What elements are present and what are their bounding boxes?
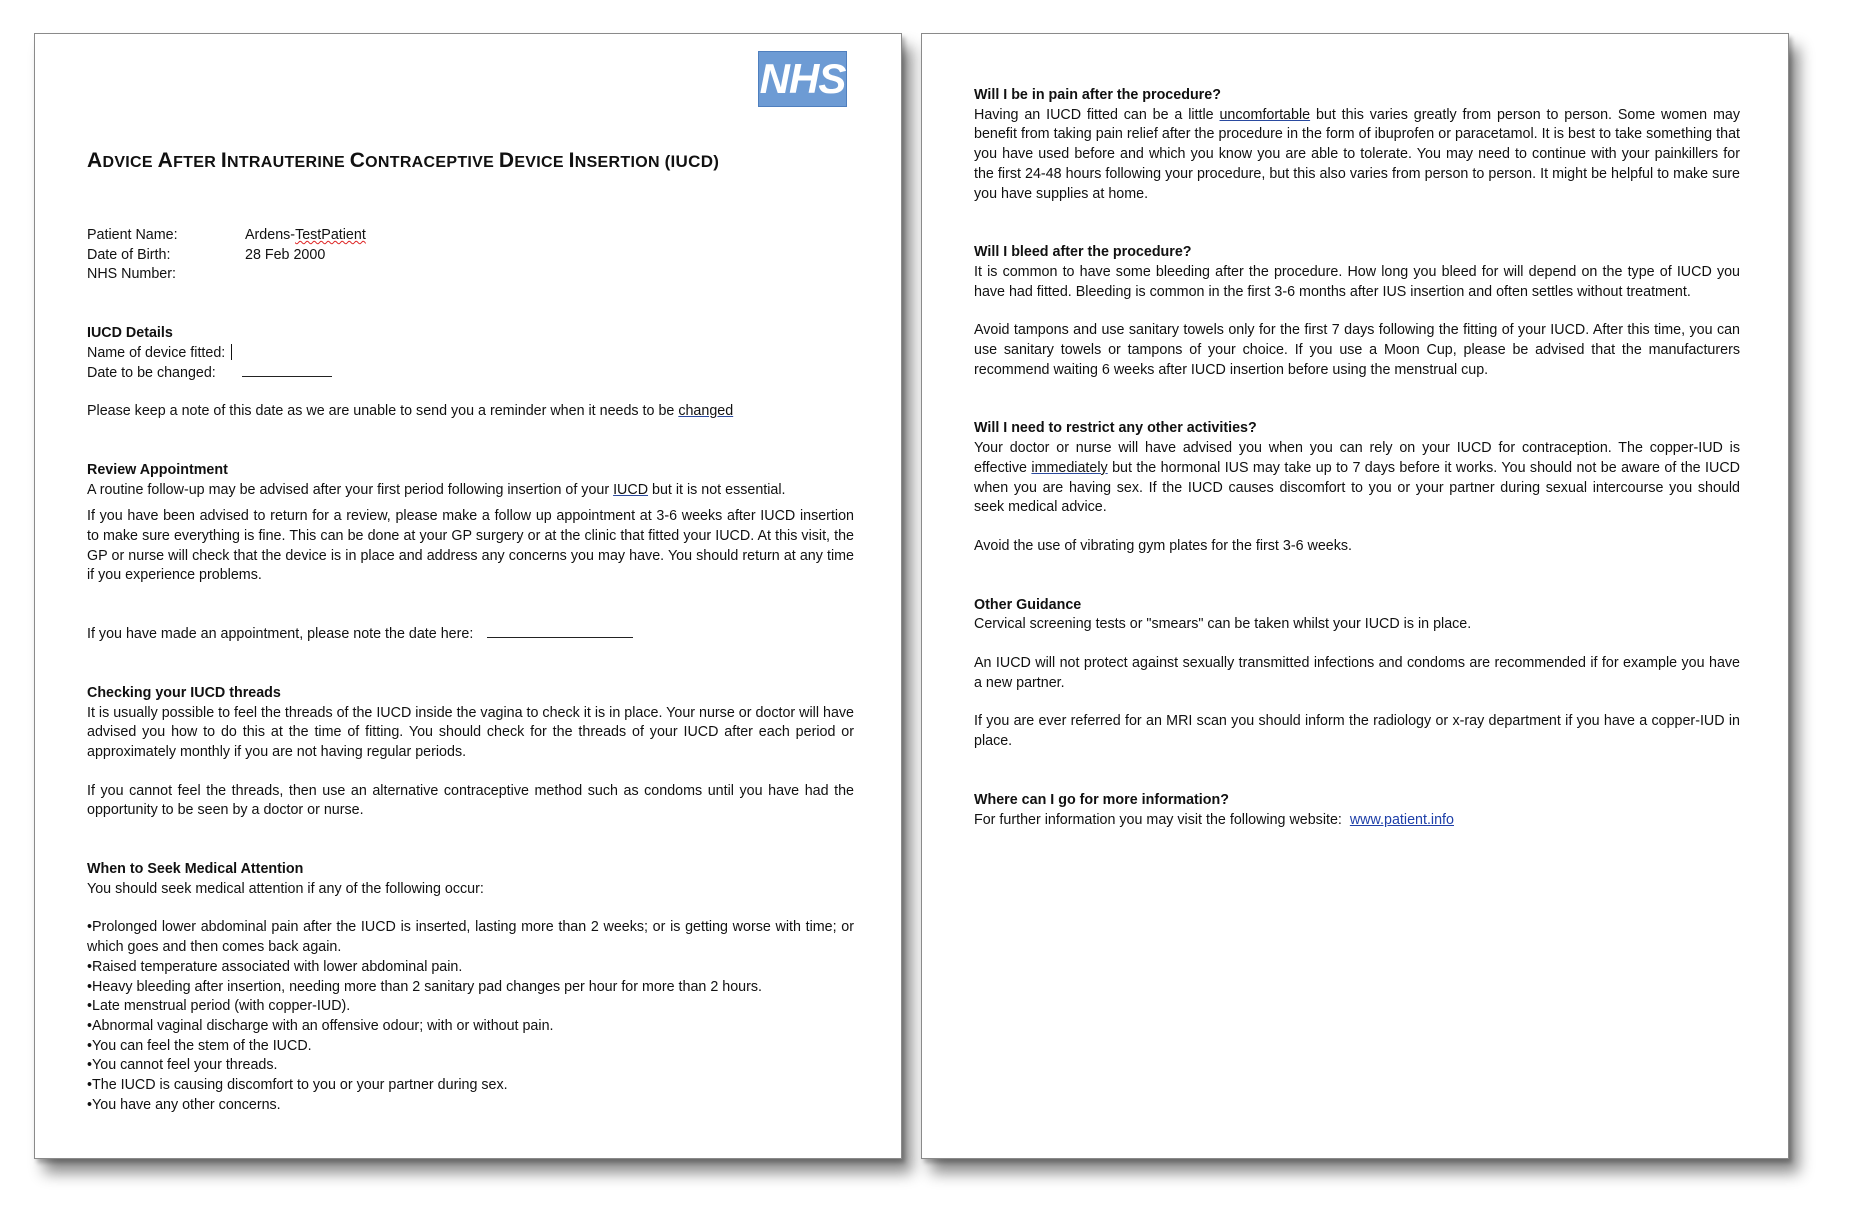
patient-name-value[interactable]: Ardens-TestPatient: [245, 227, 366, 243]
medical-attention-intro: You should seek medical attention if any of the following occur:: [87, 880, 484, 897]
list-item: • Prolonged lower abdominal pain after the IUCD is inserted, lasting more than 2 weeks; or is getting worse with time; or which goes and then comes back again.: [87, 918, 854, 957]
list-item: • Abnormal vaginal discharge with an offensive odour; with or without pain.: [87, 1017, 854, 1037]
document-title: ADVICE AFTER INTRAUTERINE CONTRACEPTIVE DEVICE INSERTION (IUCD): [87, 149, 720, 172]
text-cursor[interactable]: [231, 344, 232, 360]
list-item: • You cannot feel your threads.: [87, 1056, 854, 1076]
document-page-2: [921, 33, 1789, 1159]
document-page-1: [34, 33, 902, 1159]
date-changed-blank[interactable]: [242, 364, 332, 377]
pain-paragraph: Having an IUCD fitted can be a little uncomfortable but this varies greatly from person to person. Some women may benefit from taking pain relief after the procedure in the form of ibuprofen or paracetamol. It is best to take something that you have used before and which you know you are able to tolerate. You may need to continue with your painkillers for the first 24-48 hours following your procedure, but this also varies from person to person. It might be helpful to make sure you have supplies at home.: [974, 106, 1740, 202]
list-item: • The IUCD is causing discomfort to you or your partner during sex.: [87, 1076, 854, 1096]
date-changed-row: [87, 364, 854, 384]
medical-attention-heading: When to Seek Medical Attention: [87, 861, 304, 878]
reminder-note: Please keep a note of this date as we are unable to send you a reminder when it needs to be changed: [87, 403, 734, 420]
list-item: • Raised temperature associated with lower abdominal pain.: [87, 958, 854, 978]
bleed-heading: Will I bleed after the procedure?: [974, 244, 1192, 261]
changed-word: changed: [678, 403, 734, 420]
dob-value[interactable]: 28 Feb 2000: [245, 246, 326, 263]
pain-heading: Will I be in pain after the procedure?: [974, 87, 1221, 103]
nhs-number-label: NHS Number:: [87, 266, 176, 283]
list-item: • You can feel the stem of the IUCD.: [87, 1037, 854, 1057]
review-paragraph-2: If you have been advised to return for a review, please make a follow up appointment at 3-6 weeks after IUCD insertion to make sure everything is fine. This can be done at your GP surgery or at the clinic that fitted your IUCD. At this visit, the GP or nurse will check that the device is in place and address any concerns you may have. You should return at any time if you experience problems.: [87, 508, 854, 584]
restrict-paragraph-1: Your doctor or nurse will have advised you when you can rely on your IUCD for contraception. The copper-IUD is effective immediately but the hormonal IUS may take up to 7 days before it works. You should not be aware of the IUCD when you are having sex. If the IUCD causes discomfort to you or your partner during sexual intercourse you should seek medical advice.: [974, 440, 1740, 516]
device-fitted-row: [87, 344, 854, 364]
list-item: • Late menstrual period (with copper-IUD).: [87, 997, 854, 1017]
more-info-paragraph: For further information you may visit the following website: www.patient.info: [974, 811, 1454, 828]
appointment-note-row: [87, 625, 854, 645]
nhs-number-row: [87, 265, 854, 285]
threads-heading: Checking your IUCD threads: [87, 684, 281, 701]
other-guidance-heading: Other Guidance: [974, 596, 1082, 613]
other-guidance-paragraph-1: Cervical screening tests or "smears" can be taken whilst your IUCD is in place.: [974, 616, 1472, 633]
patient-name-row: [87, 226, 854, 246]
page-2-body: [974, 86, 1740, 830]
other-guidance-paragraph-2: An IUCD will not protect against sexually transmitted infections and condoms are recommended if for example you have a new partner.: [974, 655, 1740, 691]
threads-paragraph-2: If you cannot feel the threads, then use an alternative contraceptive method such as condoms until you have had the opportunity to be seen by a doctor or nurse.: [87, 782, 854, 819]
list-item: • You have any other concerns.: [87, 1096, 854, 1116]
other-guidance-paragraph-3: If you are ever referred for an MRI scan you should inform the radiology or x-ray department if you have a copper-IUD in place.: [974, 713, 1740, 750]
restrict-paragraph-2: Avoid the use of vibrating gym plates for the first 3-6 weeks.: [974, 537, 1352, 554]
bleed-paragraph-2: Avoid tampons and use sanitary towels only for the first 7 days following the fitting of your IUCD. After this time, you can use sanitary towels or tampons of your choice. If you use a Moon Cup, please be advised that the manufacturers recommend waiting 6 weeks after IUCD insertion before using the menstrual cup.: [974, 322, 1740, 378]
dob-label: Date of Birth:: [87, 246, 171, 263]
date-changed-label: Date to be changed:: [87, 364, 216, 381]
patient-name-label: Patient Name:: [87, 227, 178, 243]
device-fitted-label: Name of device fitted:: [87, 344, 226, 361]
dob-row: [87, 246, 854, 266]
patient-info-link[interactable]: www.patient.info: [1349, 811, 1454, 828]
threads-paragraph-1: It is usually possible to feel the threads of the IUCD inside the vagina to check it is in place. Your nurse or doctor will have advised you how to do this at the time of fitting. You should check for the threads of your IUCD after each period or approximately monthly if you are not having regular periods.: [87, 704, 854, 760]
page-1-body: [87, 226, 854, 1116]
restrict-heading: Will I need to restrict any other activities?: [974, 420, 1257, 437]
more-info-heading: Where can I go for more information?: [974, 791, 1229, 808]
bleed-paragraph-1: It is common to have some bleeding after the procedure. How long you bleed for will depend on the type of IUCD you have had fitted. Bleeding is common in the first 3-6 months after IUS insertion and often settles without treatment.: [974, 263, 1740, 300]
review-heading: Review Appointment: [87, 461, 228, 478]
review-paragraph-1: A routine follow-up may be advised after your first period following insertion of your IUCD but it is not essential.: [87, 481, 786, 498]
appointment-date-blank[interactable]: [487, 625, 633, 638]
nhs-logo: NHS: [758, 51, 847, 107]
iucd-details-heading: IUCD Details: [87, 325, 173, 342]
appointment-note-label: If you have made an appointment, please note the date here:: [87, 626, 474, 643]
list-item: • Heavy bleeding after insertion, needing more than 2 sanitary pad changes per hour for more than 2 hours.: [87, 978, 854, 998]
medical-bullet-list: [87, 918, 854, 1115]
